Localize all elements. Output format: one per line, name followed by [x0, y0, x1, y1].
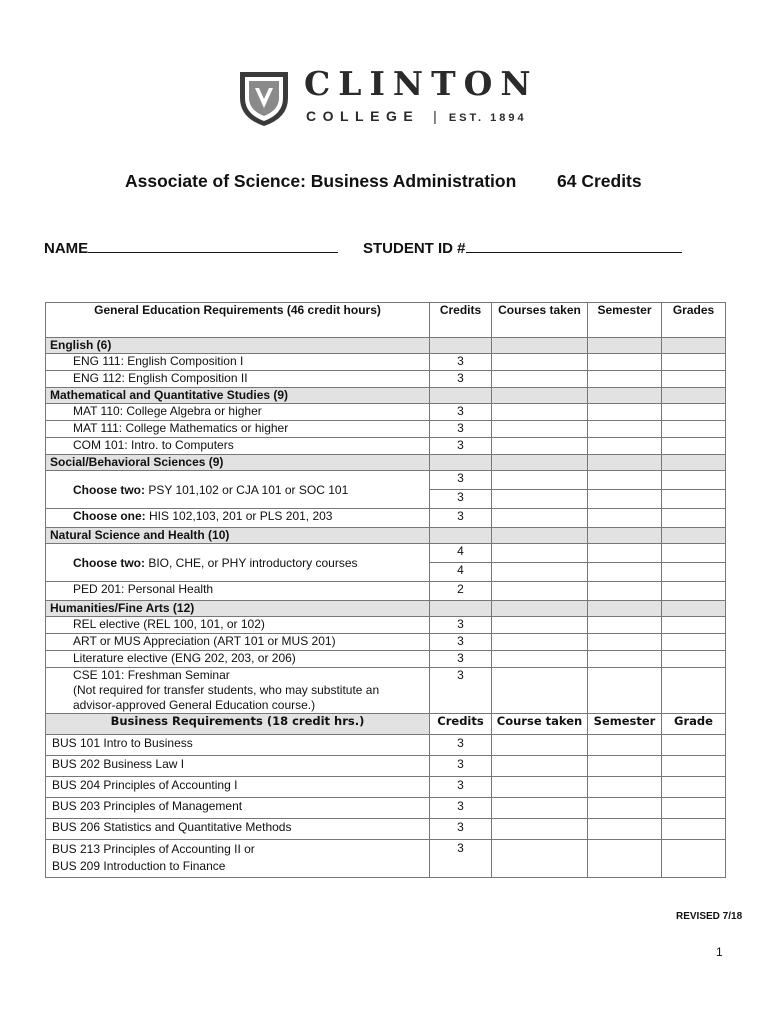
table-row [46, 634, 726, 651]
college-logo [238, 64, 539, 132]
course-credits: 3 [430, 798, 492, 819]
grade-cell[interactable] [662, 668, 726, 714]
grade-cell[interactable] [662, 354, 726, 371]
semester-cell[interactable] [588, 819, 662, 840]
course-label [46, 544, 430, 582]
course-label: BUS 206 Statistics and Quantitative Methods [46, 819, 430, 840]
credits-header: Credits [430, 714, 492, 735]
course-credits: 3 [430, 777, 492, 798]
course-credits: 3 [430, 735, 492, 756]
grade-cell[interactable] [662, 490, 726, 509]
course-label: BUS 203 Principles of Management [46, 798, 430, 819]
bus-last-line-2: BUS 209 Introduction to Finance [52, 859, 226, 873]
semester-cell[interactable] [588, 490, 662, 509]
table-row [46, 509, 726, 528]
course-label: MAT 110: College Algebra or higher [46, 404, 430, 421]
semester-cell[interactable] [588, 798, 662, 819]
grade-cell[interactable] [662, 756, 726, 777]
page-number: 1 [716, 945, 723, 959]
course-credits: 3 [430, 471, 492, 490]
section-math [46, 388, 726, 404]
table-row [46, 756, 726, 777]
grade-cell[interactable] [662, 582, 726, 601]
semester-cell[interactable] [588, 617, 662, 634]
grade-cell[interactable] [662, 438, 726, 455]
grade-cell[interactable] [662, 371, 726, 388]
name-blank[interactable] [88, 238, 338, 253]
grade-cell[interactable] [662, 840, 726, 878]
choose-one-lead: Choose one: [73, 509, 146, 523]
gen-ed-header-row [46, 303, 726, 338]
course-credits: 3 [430, 354, 492, 371]
grade-cell[interactable] [662, 617, 726, 634]
course-credits: 3 [430, 438, 492, 455]
business-header: Business Requirements (18 credit hrs.) [46, 714, 430, 735]
courses-taken-cell[interactable] [492, 777, 588, 798]
logo-separator: | [433, 108, 437, 124]
grade-cell[interactable] [662, 651, 726, 668]
name-field[interactable] [44, 238, 338, 257]
course-label: MAT 111: College Mathematics or higher [46, 421, 430, 438]
course-taken-header: Course taken [492, 714, 588, 735]
courses-taken-cell[interactable] [492, 371, 588, 388]
grade-cell[interactable] [662, 404, 726, 421]
courses-taken-cell[interactable] [492, 582, 588, 601]
choose-two-lead: Choose two: [73, 482, 145, 497]
grade-cell[interactable] [662, 634, 726, 651]
name-label: NAME [44, 240, 89, 257]
section-title: English (6) [46, 338, 430, 354]
course-credits: 3 [430, 840, 492, 878]
logo-wordmark: CLINTON [304, 64, 539, 103]
courses-taken-cell[interactable] [492, 840, 588, 878]
course-label [46, 509, 430, 528]
semester-cell[interactable] [588, 421, 662, 438]
courses-taken-cell[interactable] [492, 490, 588, 509]
table-row [46, 668, 726, 714]
grade-header: Grade [662, 714, 726, 735]
semester-cell[interactable] [588, 777, 662, 798]
course-label [46, 471, 430, 509]
course-label: BUS 202 Business Law I [46, 756, 430, 777]
course-credits: 3 [430, 634, 492, 651]
student-id-field[interactable] [363, 238, 682, 257]
table-row [46, 819, 726, 840]
grade-cell[interactable] [662, 544, 726, 563]
semester-cell[interactable] [588, 756, 662, 777]
choose-two-lead: Choose two: [73, 555, 145, 570]
course-credits: 3 [430, 490, 492, 509]
table-row [46, 735, 726, 756]
table-row [46, 798, 726, 819]
course-label [46, 840, 430, 878]
grade-cell[interactable] [662, 421, 726, 438]
course-label: BUS 101 Intro to Business [46, 735, 430, 756]
courses-taken-cell[interactable] [492, 438, 588, 455]
semester-cell[interactable] [588, 544, 662, 563]
courses-taken-cell[interactable] [492, 563, 588, 582]
program-title: Associate of Science: Business Administration [125, 171, 517, 191]
cse-line-3: advisor-approved General Education course.) [73, 698, 316, 712]
grade-cell[interactable] [662, 509, 726, 528]
cse-line-2: (Not required for transfer students, who may substitute an [73, 683, 380, 697]
table-row [46, 354, 726, 371]
choose-two-text: BIO, CHE, or PHY introductory courses [145, 555, 358, 570]
courses-taken-cell[interactable] [492, 756, 588, 777]
semester-cell[interactable] [588, 840, 662, 878]
table-row [46, 840, 726, 878]
logo-est: EST. 1894 [448, 112, 527, 124]
course-label: BUS 204 Principles of Accounting I [46, 777, 430, 798]
section-title: Humanities/Fine Arts (12) [46, 601, 430, 617]
table-row [46, 651, 726, 668]
student-id-blank[interactable] [466, 238, 682, 253]
course-credits: 4 [430, 563, 492, 582]
course-credits: 3 [430, 756, 492, 777]
courses-taken-cell[interactable] [492, 819, 588, 840]
courses-taken-cell[interactable] [492, 651, 588, 668]
semester-cell[interactable] [588, 509, 662, 528]
table-row [46, 617, 726, 634]
section-science [46, 528, 726, 544]
courses-taken-cell[interactable] [492, 471, 588, 490]
section-social [46, 455, 726, 471]
table-row [46, 544, 726, 563]
course-label: ART or MUS Appreciation (ART 101 or MUS 201) [46, 634, 430, 651]
course-credits: 3 [430, 421, 492, 438]
courses-taken-cell[interactable] [492, 354, 588, 371]
section-english [46, 338, 726, 354]
credits-header: Credits [430, 303, 492, 338]
courses-taken-cell[interactable] [492, 634, 588, 651]
semester-cell[interactable] [588, 471, 662, 490]
choose-one-text: HIS 102,103, 201 or PLS 201, 203 [145, 509, 333, 523]
courses-taken-cell[interactable] [492, 617, 588, 634]
course-credits: 3 [430, 651, 492, 668]
course-label: PED 201: Personal Health [46, 582, 430, 601]
revision-note: REVISED 7/18 [676, 911, 743, 922]
semester-cell[interactable] [588, 735, 662, 756]
course-credits: 3 [430, 668, 492, 714]
semester-cell[interactable] [588, 354, 662, 371]
courses-taken-cell[interactable] [492, 544, 588, 563]
course-credits: 4 [430, 544, 492, 563]
bus-last-line-1: BUS 213 Principles of Accounting II or [52, 842, 255, 856]
semester-cell[interactable] [588, 651, 662, 668]
grade-cell[interactable] [662, 735, 726, 756]
courses-taken-cell[interactable] [492, 421, 588, 438]
section-title: Mathematical and Quantitative Studies (9) [46, 388, 430, 404]
courses-taken-cell[interactable] [492, 798, 588, 819]
courses-taken-cell[interactable] [492, 668, 588, 714]
course-credits: 3 [430, 371, 492, 388]
course-label: Literature elective (ENG 202, 203, or 206) [46, 651, 430, 668]
courses-taken-cell[interactable] [492, 735, 588, 756]
grade-cell[interactable] [662, 471, 726, 490]
semester-cell[interactable] [588, 438, 662, 455]
table-row [46, 471, 726, 490]
course-credits: 2 [430, 582, 492, 601]
semester-cell[interactable] [588, 582, 662, 601]
business-header-row [46, 714, 726, 735]
semester-cell[interactable] [588, 634, 662, 651]
table-row [46, 582, 726, 601]
course-label: REL elective (REL 100, 101, or 102) [46, 617, 430, 634]
grade-cell[interactable] [662, 777, 726, 798]
course-credits: 3 [430, 509, 492, 528]
course-label [46, 668, 430, 714]
course-credits: 3 [430, 819, 492, 840]
course-label: COM 101: Intro. to Computers [46, 438, 430, 455]
table-row [46, 777, 726, 798]
logo-college: COLLEGE [306, 108, 420, 124]
table-row [46, 404, 726, 421]
semester-header: Semester [588, 714, 662, 735]
section-title: Natural Science and Health (10) [46, 528, 430, 544]
grade-cell[interactable] [662, 563, 726, 582]
course-credits: 3 [430, 617, 492, 634]
logo-subtitle [306, 108, 527, 124]
semester-cell[interactable] [588, 404, 662, 421]
semester-cell[interactable] [588, 668, 662, 714]
table-row [46, 421, 726, 438]
table-row [46, 438, 726, 455]
cse-line-1: CSE 101: Freshman Seminar [73, 668, 230, 682]
semester-cell[interactable] [588, 563, 662, 582]
table-row [46, 371, 726, 388]
courses-taken-cell[interactable] [492, 404, 588, 421]
course-credits: 3 [430, 404, 492, 421]
grade-cell[interactable] [662, 798, 726, 819]
course-label: ENG 111: English Composition I [46, 354, 430, 371]
shield-icon [238, 68, 290, 128]
total-credits: 64 Credits [557, 171, 642, 191]
course-label: ENG 112: English Composition II [46, 371, 430, 388]
section-title: Social/Behavioral Sciences (9) [46, 455, 430, 471]
choose-two-text: PSY 101,102 or CJA 101 or SOC 101 [145, 482, 349, 497]
semester-cell[interactable] [588, 371, 662, 388]
student-id-label: STUDENT ID # [363, 240, 466, 257]
grades-header: Grades [662, 303, 726, 338]
gen-ed-header: General Education Requirements (46 credit hours) [46, 303, 430, 338]
courses-taken-header: Courses taken [492, 303, 588, 338]
requirements-table [45, 302, 726, 878]
section-humanities [46, 601, 726, 617]
semester-header: Semester [588, 303, 662, 338]
grade-cell[interactable] [662, 819, 726, 840]
courses-taken-cell[interactable] [492, 509, 588, 528]
